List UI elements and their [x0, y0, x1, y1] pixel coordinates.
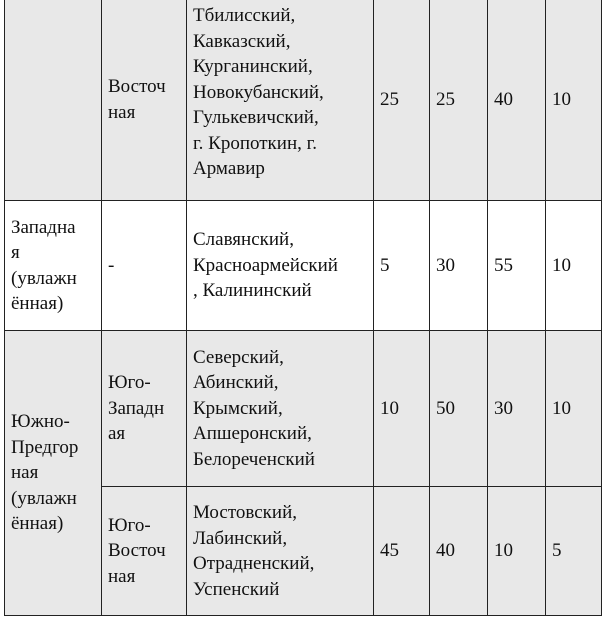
- value-cell-1: 5: [374, 201, 430, 331]
- districts-cell: Мостовский, Лабинский, Отрадненский, Успенский: [187, 487, 374, 616]
- value-cell-4: 10: [546, 201, 602, 331]
- value-cell-4: 10: [546, 0, 602, 201]
- value-cell-2: 30: [430, 201, 488, 331]
- table-row: [5, 0, 602, 201]
- subzone-cell: Юго- Восточ ная: [102, 487, 187, 616]
- districts-cell: Северский, Абинский, Крымский, Апшеронский, Белореченский: [187, 331, 374, 487]
- value-cell-1: 10: [374, 331, 430, 487]
- value-cell-2: 40: [430, 487, 488, 616]
- subzone-cell: Восточ ная: [102, 0, 187, 201]
- subzone-cell: -: [102, 201, 187, 331]
- value-cell-4: 5: [546, 487, 602, 616]
- distribution-table: [4, 0, 602, 616]
- zone-cell: Южно- Предгор ная (увлажн ённая): [5, 331, 102, 616]
- table-row: [5, 201, 602, 331]
- value-cell-2: 25: [430, 0, 488, 201]
- table-row: [5, 331, 602, 487]
- subzone-cell: Юго- Западн ая: [102, 331, 187, 487]
- value-cell-4: 10: [546, 331, 602, 487]
- value-cell-3: 40: [488, 0, 546, 201]
- districts-cell: Славянский, Красноармейский , Калининский: [187, 201, 374, 331]
- zone-cell: Западна я (увлажн ённая): [5, 201, 102, 331]
- zone-cell: [5, 0, 102, 201]
- value-cell-3: 10: [488, 487, 546, 616]
- value-cell-3: 30: [488, 331, 546, 487]
- value-cell-1: 45: [374, 487, 430, 616]
- value-cell-2: 50: [430, 331, 488, 487]
- districts-cell: Тбилисский, Кавказский, Курганинский, Новокубанский, Гулькевичский, г. Кропоткин, г. Армавир: [187, 0, 374, 201]
- value-cell-3: 55: [488, 201, 546, 331]
- value-cell-1: 25: [374, 0, 430, 201]
